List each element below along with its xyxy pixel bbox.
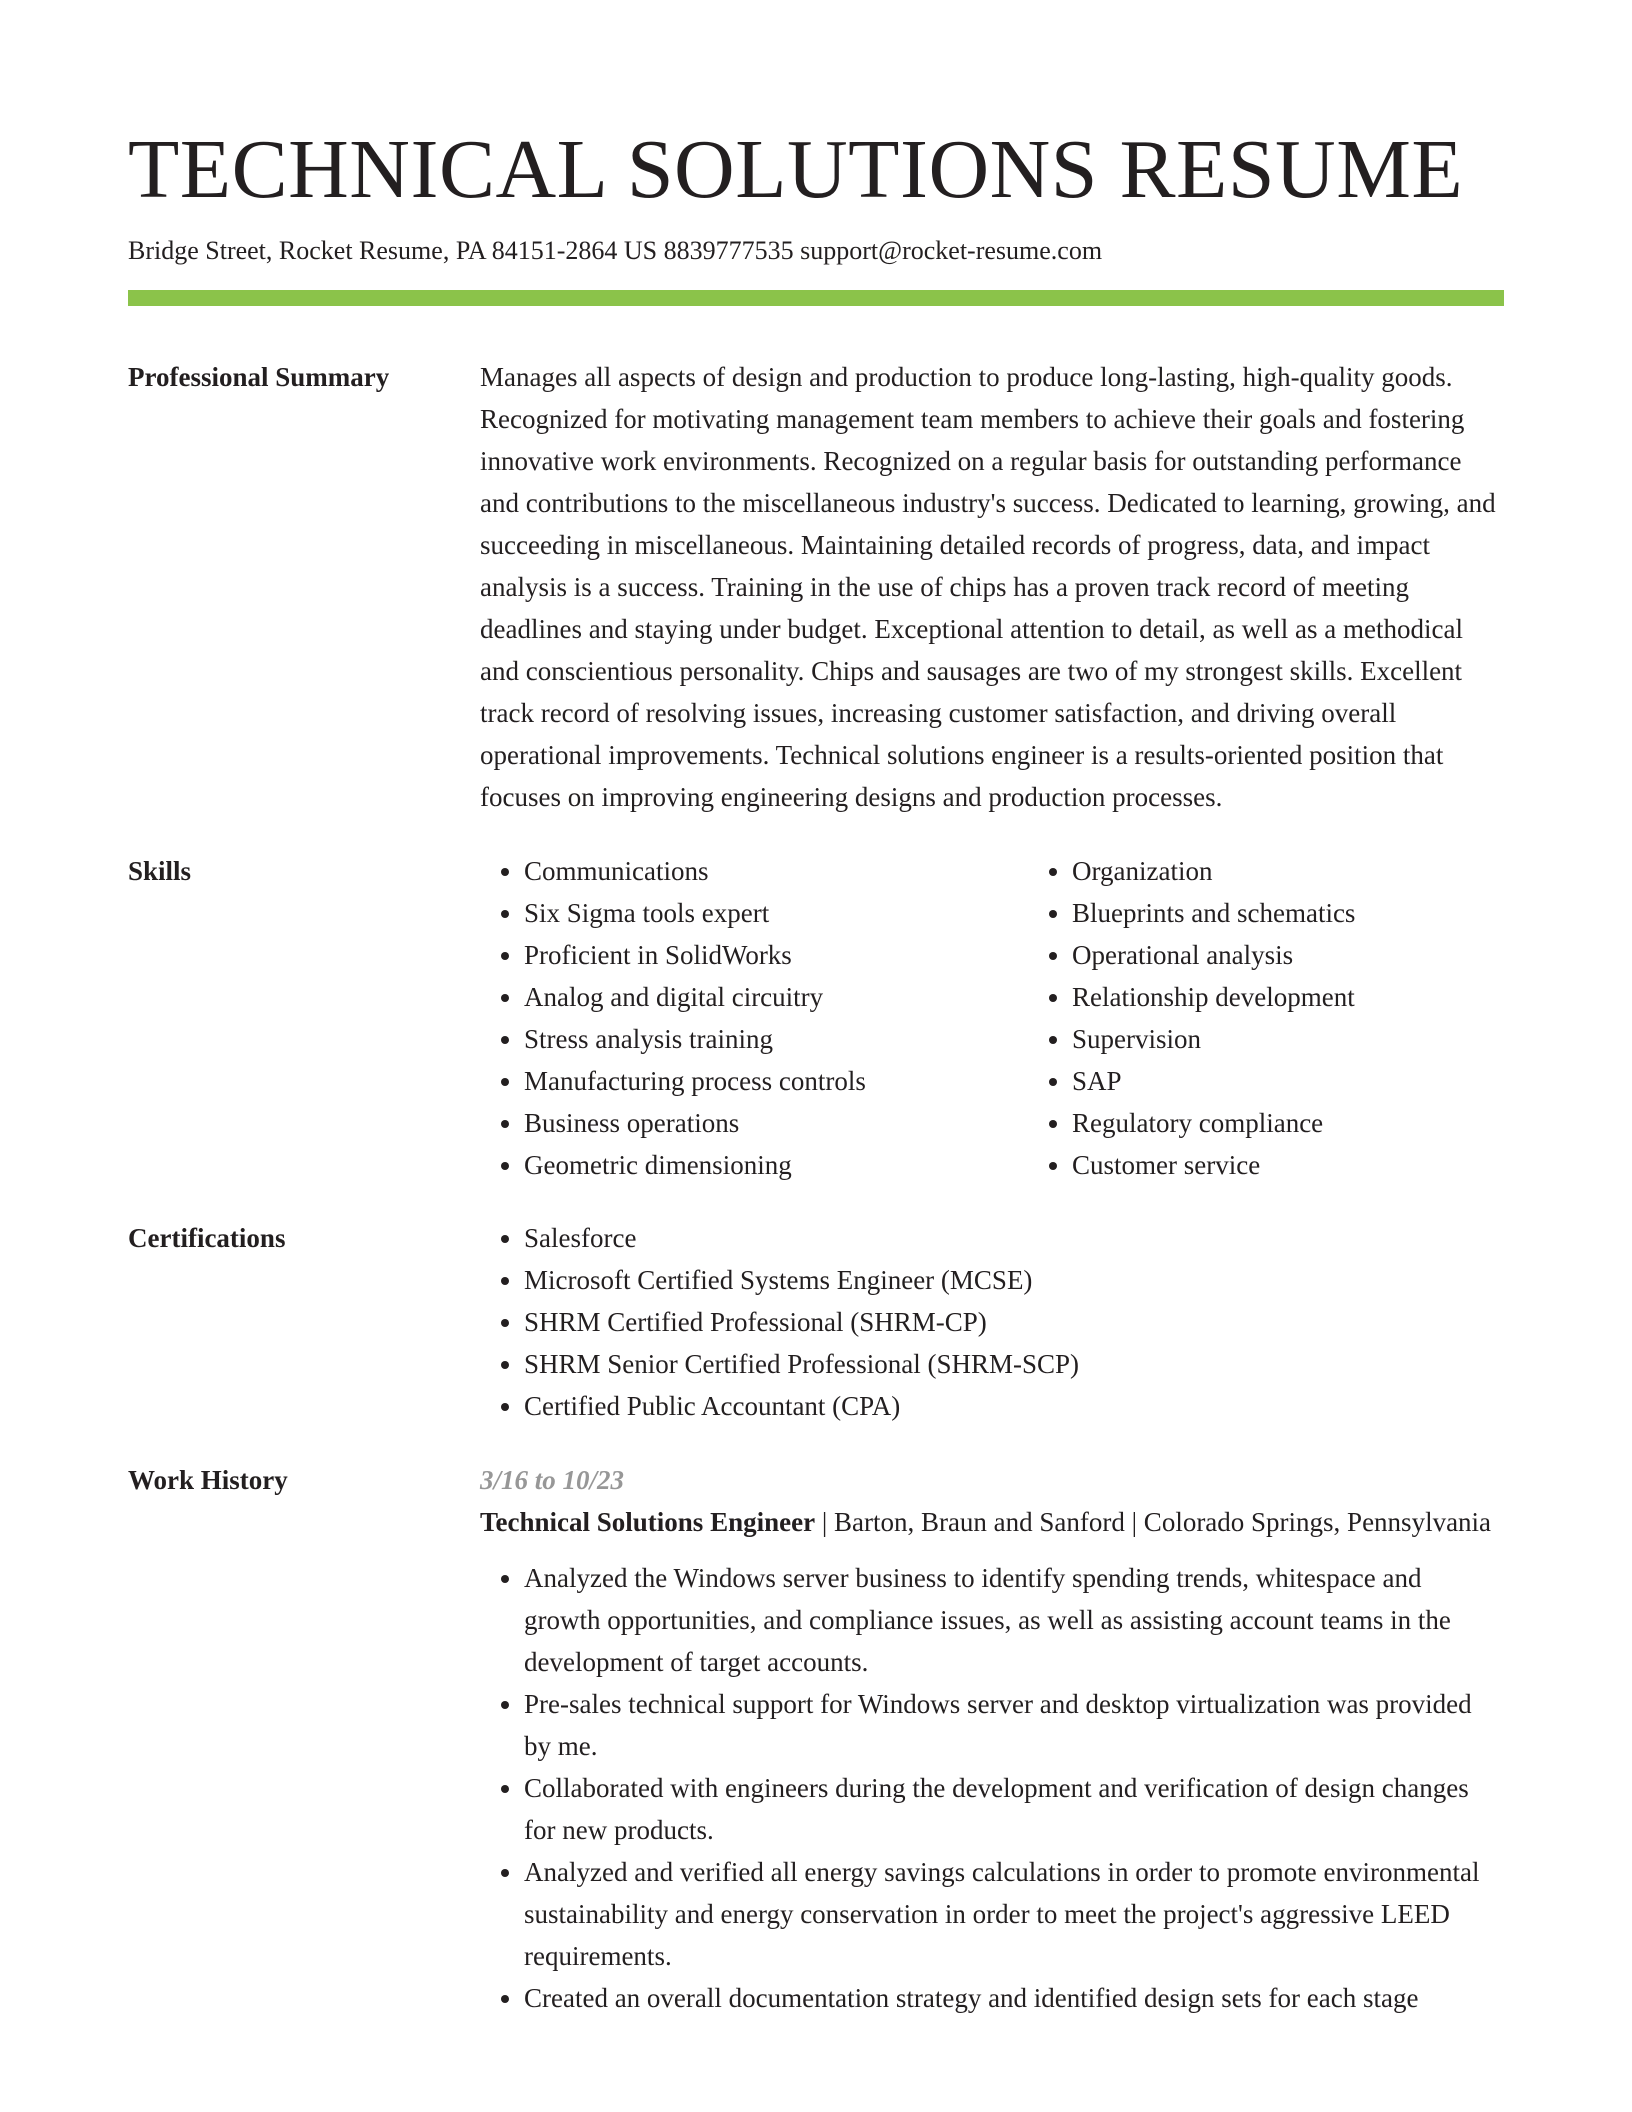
skill-item: • Customer service <box>1072 1144 1355 1186</box>
skills-heading: Skills <box>128 856 192 886</box>
skill-item: • Stress analysis training <box>524 1018 1028 1060</box>
skill-item: • Business operations <box>524 1102 1028 1144</box>
certification-item: • Salesforce <box>524 1217 1504 1259</box>
resume-title: TECHNICAL SOLUTIONS RESUME <box>128 123 1464 216</box>
skills-list-right <box>1028 850 1355 1186</box>
skill-item: • Communications <box>524 850 1028 892</box>
job-dates: 3/16 to 10/23 <box>480 1465 625 1495</box>
contact-line <box>128 234 1504 268</box>
certification-item: • SHRM Senior Certified Professional (SHRM-SCP) <box>524 1343 1504 1385</box>
certification-item: • Microsoft Certified Systems Engineer (MCSE) <box>524 1259 1504 1301</box>
job-bullet: • Pre-sales technical support for Windows server and desktop virtualization was provided by me. <box>524 1683 1504 1767</box>
certifications-section <box>128 1217 1504 1427</box>
job-header <box>480 1501 1504 1543</box>
skill-item: • Manufacturing process controls <box>524 1060 1028 1102</box>
skill-item: • Relationship development <box>1072 976 1355 1018</box>
resume-page <box>128 0 1504 2019</box>
skill-item: • Proficient in SolidWorks <box>524 934 1028 976</box>
skill-item: • Operational analysis <box>1072 934 1355 976</box>
skills-list-left <box>480 850 1028 1186</box>
skill-item: • Supervision <box>1072 1018 1355 1060</box>
job-entry <box>480 1459 1504 2019</box>
accent-divider <box>128 290 1504 306</box>
contact-email: support@rocket-resume.com <box>800 236 1103 265</box>
job-bullets <box>480 1557 1504 2019</box>
job-details: | Barton, Braun and Sanford | Colorado Springs, Pennsylvania <box>815 1507 1492 1537</box>
summary-text: Manages all aspects of design and production to produce long-lasting, high-quality goods. Recognized for motivating management team members to achieve their goals and fostering innovative work environments. Recognized on a regular basis for outstanding performance and contributions to the miscellaneous industry's success. Dedicated to learning, growing, and succeeding in miscellaneous. Maintaining detailed records of progress, data, and impact analysis is a success. Training in the use of chips has a proven track record of meeting deadlines and staying under budget. Exceptional attention to detail, as well as a methodical and conscientious personality. Chips and sausages are two of my strongest skills. Excellent track record of resolving issues, increasing customer satisfaction, and driving overall operational improvements. Technical solutions engineer is a results-oriented position that focuses on improving engineering designs and production processes. <box>480 362 1496 812</box>
certifications-list <box>480 1217 1504 1427</box>
skills-section <box>128 850 1504 1186</box>
job-title: Technical Solutions Engineer <box>480 1507 816 1537</box>
certification-item: • SHRM Certified Professional (SHRM-CP) <box>524 1301 1504 1343</box>
job-bullet: • Analyzed the Windows server business to identify spending trends, whitespace and growth opportunities, and compliance issues, as well as assisting account teams in the development of target accounts. <box>524 1557 1504 1683</box>
contact-address: Bridge Street, Rocket Resume, PA 84151-2864 US <box>128 236 658 265</box>
skill-item: • Organization <box>1072 850 1355 892</box>
job-bullet: • Analyzed and verified all energy savings calculations in order to promote environmental sustainability and energy conservation in order to meet the project's aggressive LEED requirements. <box>524 1851 1504 1977</box>
contact-phone: 8839777535 <box>663 236 794 265</box>
skill-item: • Regulatory compliance <box>1072 1102 1355 1144</box>
skill-item: • Analog and digital circuitry <box>524 976 1028 1018</box>
certification-item: • Certified Public Accountant (CPA) <box>524 1385 1504 1427</box>
job-bullet: • Created an overall documentation strategy and identified design sets for each stage <box>524 1977 1504 2019</box>
work-history-heading: Work History <box>128 1465 288 1495</box>
work-history-section <box>128 1459 1504 2019</box>
skill-item: • Geometric dimensioning <box>524 1144 1028 1186</box>
skill-item: • Six Sigma tools expert <box>524 892 1028 934</box>
skill-item: • SAP <box>1072 1060 1355 1102</box>
skill-item: • Blueprints and schematics <box>1072 892 1355 934</box>
certifications-heading: Certifications <box>128 1223 286 1253</box>
job-bullet: • Collaborated with engineers during the development and verification of design changes for new products. <box>524 1767 1504 1851</box>
summary-section <box>128 356 1504 818</box>
summary-heading: Professional Summary <box>128 362 390 392</box>
